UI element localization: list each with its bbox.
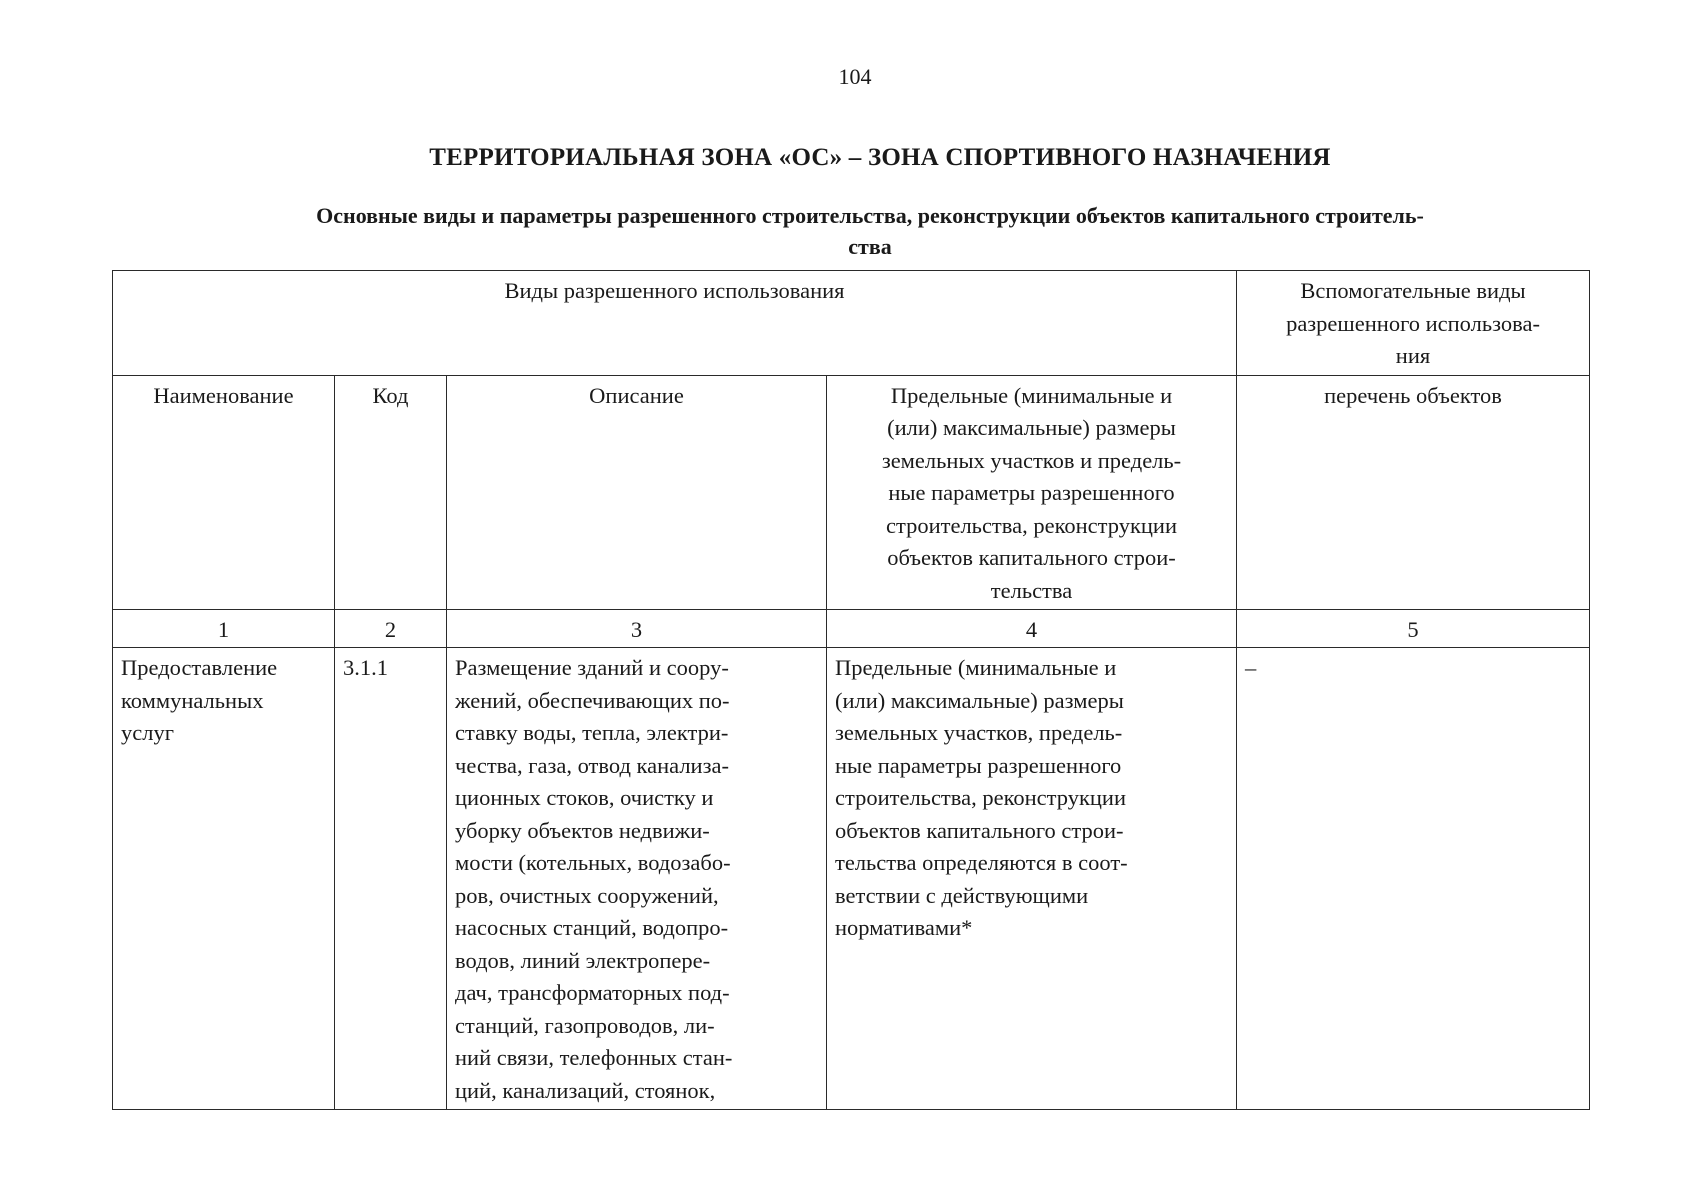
column-header-description: Описание <box>447 375 827 610</box>
page-number: 104 <box>838 64 872 89</box>
zone-title: ТЕРРИТОРИАЛЬНАЯ ЗОНА «ОС» – ЗОНА СПОРТИВНОГО НАЗНАЧЕНИЯ <box>429 144 1331 171</box>
cell-code: 3.1.1 <box>335 648 447 1110</box>
column-header-limits: Предельные (минимальные и (или) максимальные) размеры земельных участков и предель- ные параметры разрешенного строительства, реконструкции объектов капитального строи- тельства <box>827 375 1237 610</box>
column-header-code: Код <box>335 375 447 610</box>
column-number: 3 <box>447 610 827 648</box>
group-header-auxiliary: Вспомогательные виды разрешенного использова- ния <box>1237 271 1590 376</box>
permitted-use-table <box>112 270 1590 1110</box>
table-row <box>113 648 1590 1110</box>
column-header-objects: перечень объектов <box>1237 375 1590 610</box>
section-subtitle: Основные виды и параметры разрешенного строительства, реконструкции объектов капитального строитель- ства <box>316 203 1424 259</box>
cell-name: Предоставление коммунальных услуг <box>113 648 335 1110</box>
cell-objects: – <box>1237 648 1590 1110</box>
cell-limits: Предельные (минимальные и (или) максимальные) размеры земельных участков, предель- ные параметры разрешенного строительства, реконструкции объектов капитального строи- тельства определяются в соот- ветствии с действующими нормативами* <box>827 648 1237 1110</box>
cell-description: Размещение зданий и соору- жений, обеспечивающих по- ставку воды, тепла, электри- чества, газа, отвод канализа- ционных стоков, очистку и уборку объектов недвижи- мости (котельных, водозабо- ров, очистных сооружений, насосных станций, водопро- водов, линий электропере- дач, трансформаторных под- станций, газопроводов, ли- ний связи, телефонных стан- ций, канализаций, стоянок, <box>447 648 827 1110</box>
column-number-row <box>113 610 1590 648</box>
column-number: 1 <box>113 610 335 648</box>
column-number: 5 <box>1237 610 1590 648</box>
column-number: 4 <box>827 610 1237 648</box>
group-header-main: Виды разрешенного использования <box>113 271 1237 376</box>
column-number: 2 <box>335 610 447 648</box>
group-header-row <box>113 271 1590 376</box>
column-header-row <box>113 375 1590 610</box>
column-header-name: Наименование <box>113 375 335 610</box>
